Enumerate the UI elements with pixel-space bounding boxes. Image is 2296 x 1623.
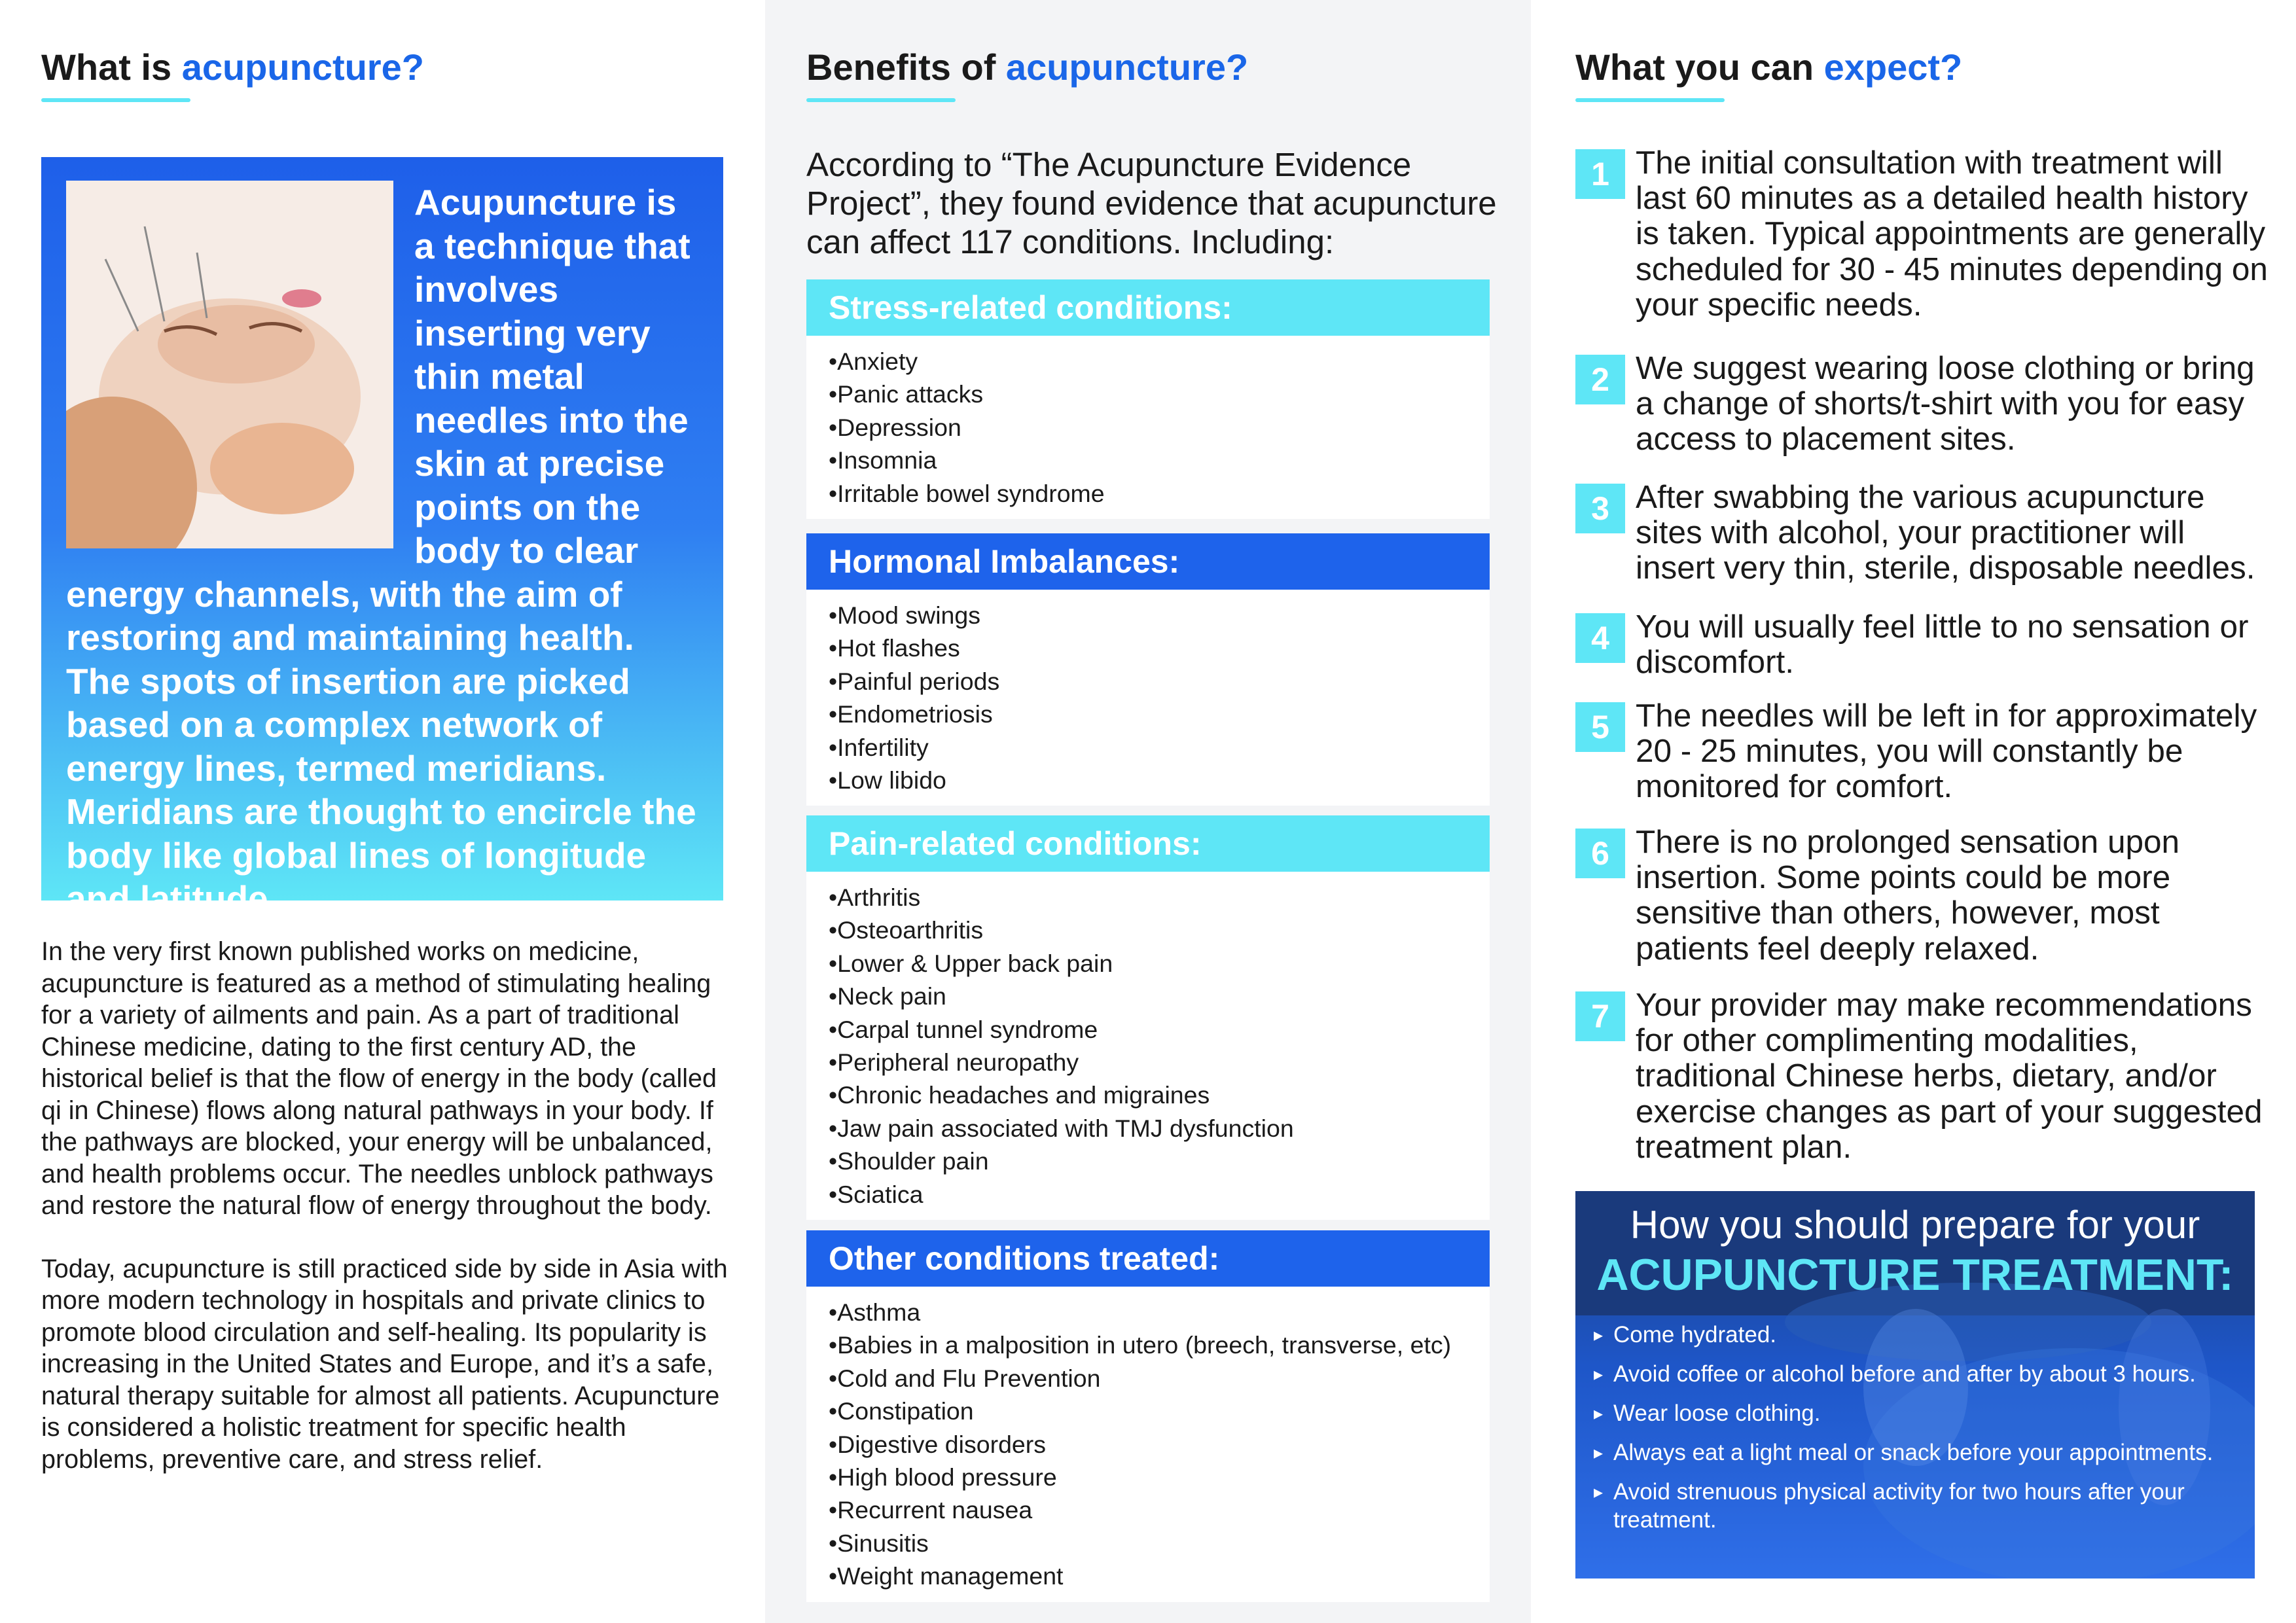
triangle-arrow-icon: ▸	[1594, 1442, 1604, 1463]
condition-list	[806, 872, 1490, 1220]
triangle-arrow-icon: ▸	[1594, 1482, 1604, 1502]
step-text: The needles will be left in for approximately 20 - 25 minutes, you will constantly be monitored for comfort.	[1636, 698, 2257, 805]
condition-group-stress	[806, 279, 1490, 519]
prepare-item	[1594, 1360, 2242, 1388]
list-item: • Panic attacks	[829, 378, 1490, 410]
step-text: The initial consultation with treatment will last 60 minutes as a detailed health history is taken. Typical appointments are generally scheduled for 30 - 45 minutes depending on your specific needs.	[1636, 145, 2268, 323]
group-title: Pain-related conditions:	[806, 815, 1490, 872]
prepare-title: How you should prepare for your	[1630, 1203, 2200, 1247]
list-item: • Shoulder pain	[829, 1145, 1490, 1177]
prepare-item	[1594, 1438, 2242, 1467]
step-number-badge: 3	[1575, 484, 1625, 533]
step-number-badge: 2	[1575, 355, 1625, 404]
step-number-badge: 1	[1575, 149, 1625, 199]
list-item: • Jaw pain associated with TMJ dysfunction	[829, 1112, 1490, 1145]
condition-group-pain	[806, 815, 1490, 1220]
section-heading	[806, 45, 1248, 90]
heading-underline	[806, 98, 956, 102]
paragraph: Today, acupuncture is still practiced side by side in Asia with more modern technology in hospitals and private clinics to promote blood circulation and self-healing. Its popularity is increasing in the United States and Europe, and it’s a safe, natural therapy suitable for almost all patients. Acupuncture is considered a holistic treatment for specific health problems, preventive care, and stress relief.	[41, 1254, 728, 1474]
list-item: • Infertility	[829, 731, 1490, 764]
triangle-arrow-icon: ▸	[1594, 1364, 1604, 1384]
prepare-item-text: Avoid coffee or alcohol before and after by about 3 hours.	[1613, 1361, 2196, 1387]
triangle-arrow-icon: ▸	[1594, 1325, 1604, 1345]
list-item: • Digestive disorders	[829, 1428, 1490, 1461]
benefits-intro: According to “The Acupuncture Evidence Project”, they found evidence that acupuncture can affect 117 conditions. Including:	[806, 146, 1497, 260]
list-item: • Weight management	[829, 1560, 1490, 1592]
body-text	[41, 936, 735, 1475]
list-item: • Anxiety	[829, 345, 1490, 378]
list-item: • Carpal tunnel syndrome	[829, 1013, 1490, 1046]
heading-underline	[1575, 98, 1725, 102]
condition-list	[806, 590, 1490, 806]
acupuncture-photo	[66, 181, 393, 548]
step-text: We suggest wearing loose clothing or bring a change of shorts/t-shirt with you for easy access to placement sites.	[1636, 350, 2255, 457]
list-item: • Cold and Flu Prevention	[829, 1362, 1490, 1395]
section-heading	[41, 45, 424, 90]
list-item: • Constipation	[829, 1395, 1490, 1427]
heading-highlight: acupuncture?	[1005, 46, 1249, 88]
prepare-item-text: Always eat a light meal or snack before your appointments.	[1613, 1440, 2214, 1465]
condition-group-hormonal	[806, 533, 1490, 806]
prepare-item	[1594, 1478, 2242, 1534]
list-item: • Sciatica	[829, 1178, 1490, 1211]
panel-what-is	[0, 0, 765, 1623]
prepare-item	[1594, 1321, 2242, 1349]
prepare-box	[1575, 1191, 2255, 1578]
prepare-item-text: Come hydrated.	[1613, 1322, 1777, 1347]
condition-list	[806, 336, 1490, 519]
list-item: • Chronic headaches and migraines	[829, 1079, 1490, 1111]
condition-group-other	[806, 1230, 1490, 1602]
step-number-badge: 6	[1575, 829, 1625, 878]
heading-prefix: Benefits of	[806, 46, 1006, 88]
group-title: Hormonal Imbalances:	[806, 533, 1490, 590]
heading-prefix: What you can	[1575, 46, 1824, 88]
prepare-item	[1594, 1399, 2242, 1427]
list-item: • Peripheral neuropathy	[829, 1046, 1490, 1079]
list-item: • Painful periods	[829, 665, 1490, 698]
list-item: • Osteoarthritis	[829, 914, 1490, 946]
step-number-badge: 4	[1575, 613, 1625, 663]
panel-benefits	[765, 0, 1531, 1623]
list-item: • Asthma	[829, 1296, 1490, 1329]
prepare-item-text: Wear loose clothing.	[1613, 1400, 1821, 1426]
prepare-list	[1594, 1321, 2242, 1545]
list-item: • Recurrent nausea	[829, 1493, 1490, 1526]
step-number-badge: 7	[1575, 991, 1625, 1041]
step-text: Your provider may make recommendations for other complimenting modalities, traditional Chinese herbs, dietary, and/or exercise changes as part of your suggested treatment plan.	[1636, 987, 2263, 1165]
list-item: • Neck pain	[829, 980, 1490, 1012]
woman-face-illustration	[66, 181, 393, 548]
condition-list	[806, 1287, 1490, 1602]
triangle-arrow-icon: ▸	[1594, 1403, 1604, 1423]
group-title: Other conditions treated:	[806, 1230, 1490, 1287]
panel-expect	[1531, 0, 2296, 1623]
section-heading	[1575, 45, 1962, 90]
prepare-subtitle: ACUPUNCTURE TREATMENT:	[1596, 1250, 2234, 1300]
list-item: • Irritable bowel syndrome	[829, 477, 1490, 510]
list-item: • Lower & Upper back pain	[829, 947, 1490, 980]
paragraph: In the very first known published works on medicine, acupuncture is featured as a method of stimulating healing for a variety of ailments and pain. As a part of traditional Chinese medicine, dating to the first century AD, the historical belief is that the flow of energy in the body (called qi in Chinese) flows along natural pathways in your body. If the pathways are blocked, your energy will be unbalanced, and health problems occur. The needles unblock pathways and restore the natural flow of energy throughout the body.	[41, 937, 717, 1220]
list-item: • Mood swings	[829, 599, 1490, 632]
prepare-item-text: Avoid strenuous physical activity for two hours after your treatment.	[1613, 1479, 2185, 1533]
heading-underline	[41, 98, 190, 102]
list-item: • Depression	[829, 411, 1490, 444]
heading-highlight: acupuncture?	[181, 46, 424, 88]
list-item: • Insomnia	[829, 444, 1490, 476]
list-item: • Babies in a malposition in utero (breech, transverse, etc)	[829, 1329, 1490, 1361]
intro-box	[41, 157, 723, 919]
step-number-badge: 5	[1575, 702, 1625, 752]
step-text: You will usually feel little to no sensation or discomfort.	[1636, 609, 2249, 681]
group-title: Stress-related conditions:	[806, 279, 1490, 336]
list-item: • Hot flashes	[829, 632, 1490, 664]
step-text: There is no prolonged sensation upon insertion. Some points could be more sensitive than others, however, most patients feel deeply relaxed.	[1636, 824, 2180, 967]
list-item: • Arthritis	[829, 881, 1490, 914]
list-item: • High blood pressure	[829, 1461, 1490, 1493]
heading-prefix: What is	[41, 46, 182, 88]
intro-text: Acupuncture is a technique that involves inserting very thin metal needles into the skin at precise points on the body to clear energy channels, with the aim of restoring and maintaining health. The spots of insertion are picked based on a complex network of energy lines, termed meridians. Meridians are thought to encircle the body like global lines of longitude and latitude.	[66, 182, 696, 919]
list-item: • Sinusitis	[829, 1527, 1490, 1560]
list-item: • Endometriosis	[829, 698, 1490, 730]
heading-highlight: expect?	[1823, 46, 1963, 88]
step-text: After swabbing the various acupuncture sites with alcohol, your practitioner will insert very thin, sterile, disposable needles.	[1636, 479, 2255, 586]
list-item: • Low libido	[829, 764, 1490, 796]
